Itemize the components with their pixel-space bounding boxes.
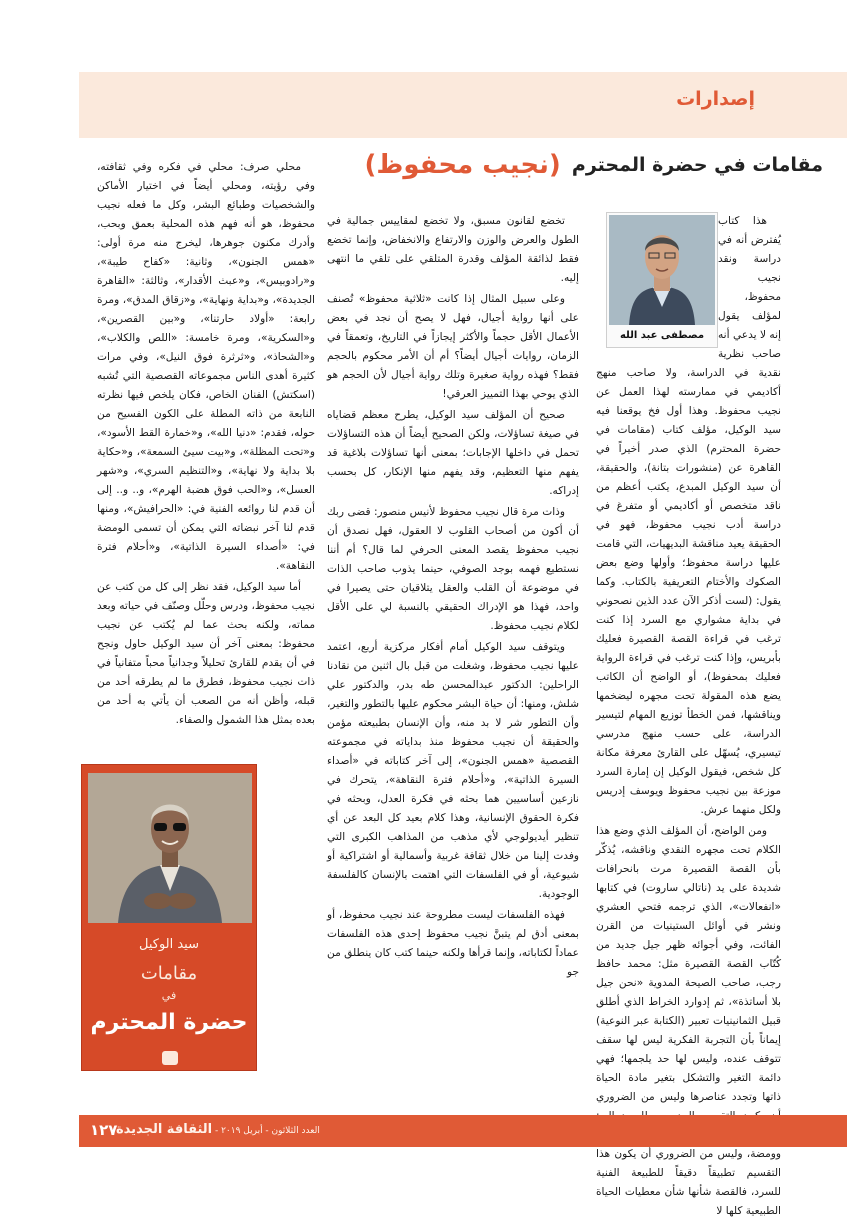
author-photo-box <box>606 212 718 348</box>
book-title-line3: حضرة المحترم <box>90 1010 248 1035</box>
article-title: مقامات في حضرة المحترم <box>571 154 823 176</box>
footer-issue <box>112 1122 332 1137</box>
book-title-line2: في <box>161 989 177 1002</box>
article-paragraph: هذا كتاب يُفترض أنه في دراسة ونقد نجيب محفوظ، لمؤلف يقول إنه لا يدعي أنه صاحب نظرية نقدية في الدراسة، ولا صاحب منهج أكاديمي في ممارسته لهذا العمل عن نجيب محفوظ. وهذا أول فخ يوقعنا فيه سيد الوكيل، مؤلف كتاب (مقامات في حضرة المحترم) الذي صدر أخيراً في القاهرة عن (منشورات بتانة)، والحقيقة، أن سيد الوكيل المبدع، يكتب أعظم من ناقد متخصص أو أكاديمي أو متفرغ في دراسة أدب نجيب محفوظ، فهو في الحقيقة يعيد مناقشة البديهيات، التي قامت عليها دراسة محفوظ؛ وأولها وضع بعض الصكوك والأختام التعريفية بالكتاب. وكما يقول: (لست أذكر الآن عدد الذين نصحوني في بداية مشواري مع السرد إذا كنت ترغب في قراءة القصة القصيرة فعليك بأبريس، وإذا كنت ترغب في قراءة الرواية فعليك بمحفوظ)، أو الواضح أن الكاتب يضع هذه المقولة تحت مجهره ليضخمها ويناقشها، فمن الخطأ توزيع المهام لتيسير الدراسة، على حسب منهج مدرسي تيسيري، يُسهّل على القارئ معرفة مكانة كل شخص، فيقول الوكيل إن إمارة السرد موزعة بين نجيب محفوظ ويوسف إدريس ولكل منهما عرش. <box>596 215 781 816</box>
article-heading <box>303 150 823 190</box>
article-paragraph: وعلى سبيل المثال إذا كانت «ثلاثية محفوظ» تُصنف على أنها رواية أجيال، فهل لا يصح أن نجد في بعض الأعمال الأقل حجماً والأكثر إيجازاً في التاريخ، وتعمقاً في الزمان، روايات أجيال أيضاً؟ أم أن الأمر محكوم بالحجم فقط؟ فهذه رواية صغيرة وتلك رواية أجيال لأن الحجم هو الذي يوحي بهذا التمييز العرقي! <box>327 293 579 400</box>
page-number: ١٢٧ <box>90 1121 118 1139</box>
author-caption: مصطفى عبد الله <box>619 330 705 341</box>
article-paragraph: صحيح أن المؤلف سيد الوكيل، يطرح معظم قضاياه في صيغة تساؤلات، ولكن الصحيح أيضاً أن هذه التساؤلات تحمل في داخلها الإجابات؛ بمعنى أنها تساؤلات بلاغية قد يفهم منها التعظيم، وقد يفهم منها الإنكار، كل بحسب إدراكه. <box>327 409 579 497</box>
article-subject-name: (نجيب محفوظ) <box>364 150 561 180</box>
publisher-logo-icon <box>162 1051 178 1065</box>
article-paragraph: فهذه الفلسفات ليست مطروحة عند نجيب محفوظ، أو بمعنى أدق لم يتبنَّ نجيب محفوظ إحدى هذه الفلسفات عماداً لكتاباته، وإنما قرأها ولكنه حينما كتب كان ينطلق من جو <box>327 909 579 978</box>
author-photo <box>609 215 715 325</box>
section-title: إصدارات <box>676 88 755 110</box>
article-paragraph: محلي صرف: محلي في فكره وفي ثقافته، وفي رؤيته، ومحلي أيضاً في اختيار الأماكن والشخصيات وطبائع البشر، وكل ما فعله نجيب محفوظ، هو أنه فهم هذه المحلية بعمق وبحب، وأدرك مكنون جوهرها، ليخرج منه مرة أولى: «همس الجنون»، وثانية: «كفاح طيبة»، و«رادوبيس»، و«عبث الأقدار»، وثالثة: «القاهرة الجديدة»، و«بداية ونهاية»، و«زقاق المدق»، ومرة رابعة: «أولاد حارتنا»، و«بين القصرين»، و«السكرية»، ومرة خامسة: «اللص والكلاب»، و«الشحاذ»، و«ثرثرة فوق النيل»، وفي مرات كثيرة أهدى الناس مجموعاته القصصية التي تُشبه (اسكتش) الفنان الخاص، فكان يلخص فيها نظرته النابعة من ذاته المطلة على الكون الفسيح من حوله، فقدم: «دنيا الله»، و«خمارة القط الأسود»، و«تحت المظلة»، و«بيت سيئ السمعة»، و«حكاية بلا بداية ولا نهاية»، و«التنظيم السري»، و«شهر العسل»، و«الحب فوق هضبة الهرم»، و.. و.. إلى أن قدم لنا روائعه الفنية في: «الحرافيش»، ومنها قدم لنا آخر نبضاته التي يمكن أن تسمى الومضة في: «أصداء السيرة الذاتية»، و«أحلام فترة النقاهة». <box>97 161 315 572</box>
article-column-right <box>596 212 781 1217</box>
article-column-middle <box>327 212 579 1110</box>
book-cover <box>81 764 257 1071</box>
article-column-left <box>97 158 315 728</box>
footer-issue-text: العدد الثلاثون - أبريل ٢٠١٩ - <box>214 1126 320 1136</box>
book-cover-photo <box>88 773 252 923</box>
book-title-line1: مقامات <box>140 963 198 984</box>
article-paragraph: ومن الواضح، أن المؤلف الذي وضع هذا الكلام تحت مجهره النقدي وناقشه، يُذكّر بأن القصة القصيرة مرت بانحرافات شديدة على يد (ناتالي ساروت) في كتابها «انفعالات»، الذي ترجمه فتحي العشري ونشر في أوائل الستينيات من القرن الفائت، وفي أجوائه ظهر جيل جديد من كُتّاب القصة القصيرة مثل: محمد حافظ رجب، صاحب الصيحة المدوية «نحن جيل بلا أساتذة»، ثم إدوارد الخراط الذي أطلق قبيل الثمانينيات تعبير (الكتابة عبر النوعية) إيماناً بأن التجربة الفكرية ليس لها سقف تتوقف عنده، وليس لها حد يلجمها؛ فهي دائمة التغير والتشكل بتغير مادة الحياة ذاتها وتجدد عناصرها وليس من الضروري وومضة، وليس من الضروري أن يكون هذا التقسيم تطبيقاً دقيقاً للطبيعة الفنية للسرد، فالقصة شأنها شأن معطيات الحياة الطبيعية كلها لا <box>596 825 781 1217</box>
article-paragraph: ويتوقف سيد الوكيل أمام أفكار مركزية أربع، اعتمد عليها نجيب محفوظ، وشغلت من قبل بال اثنين من نقادنا الراحلين: الدكتور عبدالمحسن طه بدر، والدكتور علي شلش، ومنها: أن حياة البشر محكوم عليها بالتطور والتغير، وأن التطور شر لا بد منه، وأن الإنسان بطبيعته مؤمن والحقيقة أن نجيب محفوظ منذ بداياته في مجموعته القصصية «همس الجنون»، إلى آخر كتاباته في «أصداء السيرة الذاتية»، و«أحلام فترة النقاهة»، يتحرك في نازعين أساسيين هما بحثه في فكرة العدل، وبحثه في فكرة الحقوق الإنسانية، وهذا كلام بعيد كل البعد عن أي تنظير أيديولوجي لأي مذهب من المذاهب الكبرى التي وفدت إلينا من خلال ثقافة غربية وأسمالية أو اشتراكية أو شيوعية، أو في الفلسفات التي اهتمت بالإنسان كالفلسفة الوجودية. <box>327 641 579 900</box>
article-paragraph: تخضع لقانون مسبق، ولا تخضع لمقاييس جمالية في الطول والعرض والوزن والارتفاع والانخفاض، وإنما تخضع فقط لذائقة المؤلف وقدرة المتلقي على تلقي ما انتهى إليه. <box>327 215 579 284</box>
article-paragraph: وذات مرة قال نجيب محفوظ لأنيس منصور: قضى ربك أن أكون من أصحاب القلوب لا العقول، فهل نصدق أن نجيب محفوظ يقصد المعنى الحرفي لما قال؟ أم أننا نستطيع فهمه بوجد الصوفي، حينما يذوب صاحب الذات في موضوعة أن القلب والعقل يتلاقيان حتى يصيرا في واحد، فهذا هو الإدراك الحقيقي بالنسبة لي على الأقل لكلام نجيب محفوظ. <box>327 506 579 632</box>
book-author: سيد الوكيل <box>138 937 200 952</box>
article-paragraph: أما سيد الوكيل، فقد نظر إلى كل من كتب عن نجيب محفوظ، ودرس وحلّل وصنّف في حياته وبعد مماته، ولكنه بحث عما لم يُكتب عن نجيب محفوظ: بمعنى آخر أن سيد الوكيل حاول ونجح في أن يقدم للقارئ تحليلاً وجدانياً محباً متفانياً في ذات نجيب محفوظ، فطرق ما لم يطرقه أحد من قبله، وأظن أنه من الصعب أن يأتي به أحد من بعده بمثل هذا الشمول والصفاء. <box>97 581 315 726</box>
magazine-name: الثقافة الجديدة <box>116 1122 213 1137</box>
